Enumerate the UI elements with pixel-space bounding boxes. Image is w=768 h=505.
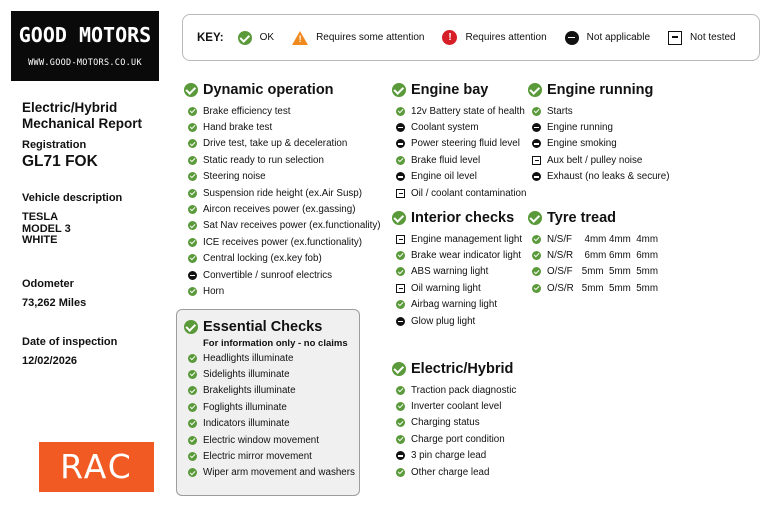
ok-icon — [188, 189, 197, 198]
check-item-label: Traction pack diagnostic — [411, 384, 517, 396]
check-item-label: Steering noise — [203, 171, 266, 183]
key-item-label: Not tested — [690, 32, 736, 43]
key-item-some-attention — [292, 31, 424, 45]
check-item-label: Engine smoking — [547, 138, 617, 150]
ok-icon — [188, 370, 197, 379]
section-title: Engine running — [547, 82, 654, 98]
check-item — [396, 280, 527, 296]
section-tyre-tread — [528, 209, 658, 297]
check-item-label: Oil / coolant contamination — [411, 187, 527, 199]
ok-icon — [528, 211, 542, 225]
check-list — [396, 103, 527, 201]
check-item-label: Convertible / sunroof electrics — [203, 269, 333, 281]
section-title: Tyre tread — [547, 210, 617, 226]
ok-icon — [188, 238, 197, 247]
check-item-label: Inverter coolant level — [411, 401, 502, 413]
check-item — [532, 119, 678, 135]
check-item — [396, 382, 527, 398]
not-applicable-icon — [565, 31, 579, 45]
not-tested-icon — [668, 31, 682, 45]
essential-checks-note: For information only - no claims — [203, 338, 348, 349]
check-list — [396, 231, 527, 329]
check-item — [396, 398, 527, 414]
key-item-label: OK — [259, 32, 275, 43]
ok-icon — [392, 211, 406, 225]
not-applicable-icon — [532, 123, 541, 132]
logo-brand-text: GOOD MOTORS — [18, 23, 152, 47]
check-item-label: Brake efficiency test — [203, 105, 291, 117]
logo-url-text: WWW.GOOD-MOTORS.CO.UK — [28, 58, 142, 68]
key-item-not-tested — [668, 31, 736, 45]
check-item — [188, 185, 384, 201]
check-item — [188, 103, 384, 119]
check-item — [396, 264, 527, 280]
check-item-label: Central locking (ex.key fob) — [203, 253, 322, 265]
key-item-attention — [442, 30, 546, 45]
check-item-label: Drive test, take up & deceleration — [203, 138, 348, 150]
check-item — [188, 152, 384, 168]
check-item-label: Headlights illuminate — [203, 352, 294, 364]
ok-icon — [396, 267, 405, 276]
section-engine-bay — [392, 81, 527, 201]
check-item — [396, 247, 527, 263]
check-item — [532, 103, 678, 119]
date-of-inspection-label: Date of inspection — [22, 336, 118, 348]
tread-depth-value: 5mm 5mm 5mm — [581, 282, 658, 294]
check-item — [188, 234, 384, 250]
section-title-row — [184, 81, 384, 99]
check-item-label: Indicators illuminate — [203, 418, 290, 430]
ok-icon — [188, 156, 197, 165]
ok-icon — [396, 435, 405, 444]
not-applicable-icon — [396, 451, 405, 460]
check-item — [188, 201, 384, 217]
check-list — [532, 103, 678, 185]
check-item — [532, 152, 678, 168]
check-item — [188, 218, 384, 234]
check-item — [188, 136, 384, 152]
check-item-label: Hand brake test — [203, 122, 273, 134]
check-item — [188, 366, 359, 382]
check-item-label: Charge port condition — [411, 433, 505, 445]
check-item-label: Engine management light — [411, 233, 523, 245]
section-title: Engine bay — [411, 82, 489, 98]
section-title-row — [392, 360, 527, 378]
check-item — [188, 399, 359, 415]
check-item-label: ICE receives power (ex.functionality) — [203, 236, 362, 248]
check-item — [188, 119, 384, 135]
check-item-label: Charging status — [411, 417, 480, 429]
section-title-row — [528, 209, 658, 227]
check-list — [188, 350, 359, 481]
ok-icon — [396, 418, 405, 427]
check-item-label: Exhaust (no leaks & secure) — [547, 171, 670, 183]
check-item — [532, 280, 658, 296]
ok-icon — [188, 254, 197, 263]
check-item — [188, 432, 359, 448]
check-item — [396, 431, 527, 447]
check-item — [188, 465, 359, 481]
ok-icon — [188, 287, 197, 296]
check-list — [188, 103, 384, 300]
check-item-label: Electric mirror movement — [203, 451, 312, 463]
not-applicable-icon — [532, 139, 541, 148]
ok-icon — [532, 251, 541, 260]
attention-icon — [442, 30, 457, 45]
key-item-not-applicable — [565, 31, 650, 45]
not-tested-icon — [396, 235, 405, 244]
vehicle-make: TESLA — [22, 211, 59, 223]
check-item-label: Airbag warning light — [411, 299, 498, 311]
section-title: Essential Checks — [203, 319, 323, 335]
section-title-row — [528, 81, 678, 99]
tread-depth-value: 5mm 5mm 5mm — [581, 266, 658, 278]
section-title-row — [392, 209, 527, 227]
ok-icon — [396, 251, 405, 260]
check-item — [396, 297, 527, 313]
check-list — [532, 231, 658, 297]
not-applicable-icon — [188, 271, 197, 280]
check-item — [396, 185, 527, 201]
check-item-label: Brakelights illuminate — [203, 385, 296, 397]
check-item-label: Glow plug light — [411, 315, 476, 327]
check-item — [396, 313, 527, 329]
check-item-label: O/S/R — [547, 282, 574, 294]
report-title-line1: Electric/Hybrid — [22, 100, 118, 115]
ok-icon — [396, 468, 405, 477]
check-item — [532, 136, 678, 152]
check-item-label: Sidelights illuminate — [203, 369, 290, 381]
ok-icon — [188, 452, 197, 461]
tread-depth-value: 6mm 6mm 6mm — [584, 250, 658, 262]
check-item-label: Horn — [203, 285, 225, 297]
check-item — [396, 136, 527, 152]
check-item-label: Starts — [547, 105, 573, 117]
check-item — [532, 264, 658, 280]
ok-icon — [188, 436, 197, 445]
not-tested-icon — [532, 156, 541, 165]
section-title: Electric/Hybrid — [411, 361, 514, 377]
check-item-label: N/S/R — [547, 250, 574, 262]
not-tested-icon — [396, 189, 405, 198]
check-item — [396, 231, 527, 247]
vehicle-description-label: Vehicle description — [22, 192, 123, 204]
ok-icon — [188, 139, 197, 148]
registration-value: GL71 FOK — [22, 153, 98, 170]
ok-icon — [188, 205, 197, 214]
ok-icon — [184, 83, 198, 97]
ok-icon — [188, 107, 197, 116]
ok-icon — [238, 31, 252, 45]
registration-label: Registration — [22, 139, 87, 151]
ok-icon — [396, 300, 405, 309]
check-list — [396, 382, 527, 480]
section-title: Dynamic operation — [203, 82, 334, 98]
section-engine-running — [528, 81, 678, 185]
key-item-label: Requires attention — [465, 32, 547, 43]
ok-icon — [188, 354, 197, 363]
not-applicable-icon — [396, 139, 405, 148]
vehicle-model: MODEL 3 — [22, 222, 71, 235]
check-item — [396, 464, 527, 480]
tread-depth-value: 4mm 4mm 4mm — [584, 233, 658, 245]
ok-icon — [188, 172, 197, 181]
check-item — [396, 119, 527, 135]
check-item-label: Power steering fluid level — [411, 138, 520, 150]
check-item-label: Suspension ride height (ex.Air Susp) — [203, 187, 363, 199]
section-title-row — [184, 318, 359, 336]
section-title: Interior checks — [411, 210, 515, 226]
ok-icon — [188, 403, 197, 412]
check-item-label: N/S/F — [547, 233, 573, 245]
check-item — [188, 169, 384, 185]
check-item — [396, 448, 527, 464]
check-item — [188, 350, 359, 366]
vehicle-description — [22, 212, 71, 247]
vehicle-colour: WHITE — [22, 234, 58, 246]
not-applicable-icon — [532, 172, 541, 181]
section-essential-checks — [184, 318, 359, 481]
key-item-label: Requires some attention — [316, 32, 425, 43]
check-item-label: Static ready to run selection — [203, 154, 324, 166]
warning-triangle-icon — [292, 31, 308, 45]
check-item — [532, 169, 678, 185]
check-item-label: Aircon receives power (ex.gassing) — [203, 204, 356, 216]
ok-icon — [188, 221, 197, 230]
check-item-label: ABS warning light — [411, 266, 489, 278]
check-item-label: Coolant system — [411, 122, 479, 134]
good-motors-logo — [11, 11, 159, 81]
check-item — [532, 231, 658, 247]
check-item — [532, 247, 658, 263]
ok-icon — [532, 235, 541, 244]
check-item-label: Other charge lead — [411, 466, 490, 478]
check-item — [396, 103, 527, 119]
key-item-ok — [238, 31, 274, 45]
check-item — [188, 267, 384, 283]
not-applicable-icon — [396, 172, 405, 181]
ok-icon — [396, 402, 405, 411]
check-item-label: Foglights illuminate — [203, 401, 287, 413]
rac-logo: RAC — [39, 442, 154, 492]
check-item-label: 12v Battery state of health — [411, 105, 525, 117]
check-item-label: Brake fluid level — [411, 154, 481, 166]
check-item — [188, 251, 384, 267]
not-tested-icon — [396, 284, 405, 293]
check-item-label: Brake wear indicator light — [411, 250, 521, 262]
check-item — [188, 383, 359, 399]
check-item-label: Aux belt / pulley noise — [547, 154, 643, 166]
check-item-label: Engine oil level — [411, 171, 477, 183]
check-item — [188, 283, 384, 299]
ok-icon — [396, 107, 405, 116]
ok-icon — [528, 83, 542, 97]
check-item-label: Sat Nav receives power (ex.functionality) — [203, 220, 381, 232]
status-key — [182, 14, 760, 61]
key-item-label: Not applicable — [586, 32, 651, 43]
ok-icon — [396, 386, 405, 395]
ok-icon — [188, 123, 197, 132]
report-title-line2: Mechanical Report — [22, 116, 143, 131]
check-item — [396, 152, 527, 168]
check-item-label: Wiper arm movement and washers — [203, 467, 355, 479]
ok-icon — [188, 468, 197, 477]
section-dynamic-operation — [184, 81, 384, 300]
date-of-inspection-value: 12/02/2026 — [22, 355, 78, 367]
check-item — [188, 448, 359, 464]
not-applicable-icon — [396, 123, 405, 132]
ok-icon — [184, 320, 198, 334]
ok-icon — [396, 156, 405, 165]
section-electric-hybrid — [392, 360, 527, 480]
check-item-label: O/S/F — [547, 266, 573, 278]
ok-icon — [188, 419, 197, 428]
check-item — [396, 415, 527, 431]
check-item — [396, 169, 527, 185]
check-item — [188, 416, 359, 432]
check-item-label: Engine running — [547, 122, 613, 134]
odometer-label: Odometer — [22, 278, 74, 290]
not-applicable-icon — [396, 317, 405, 326]
section-interior-checks — [392, 209, 527, 329]
ok-icon — [532, 267, 541, 276]
ok-icon — [532, 107, 541, 116]
ok-icon — [532, 284, 541, 293]
check-item-label: 3 pin charge lead — [411, 450, 487, 462]
ok-icon — [392, 83, 406, 97]
section-title-row — [392, 81, 527, 99]
key-label: KEY: — [197, 31, 224, 44]
ok-icon — [392, 362, 406, 376]
odometer-value: 73,262 Miles — [22, 297, 87, 309]
check-item-label: Oil warning light — [411, 282, 481, 294]
check-item-label: Electric window movement — [203, 434, 319, 446]
ok-icon — [188, 386, 197, 395]
